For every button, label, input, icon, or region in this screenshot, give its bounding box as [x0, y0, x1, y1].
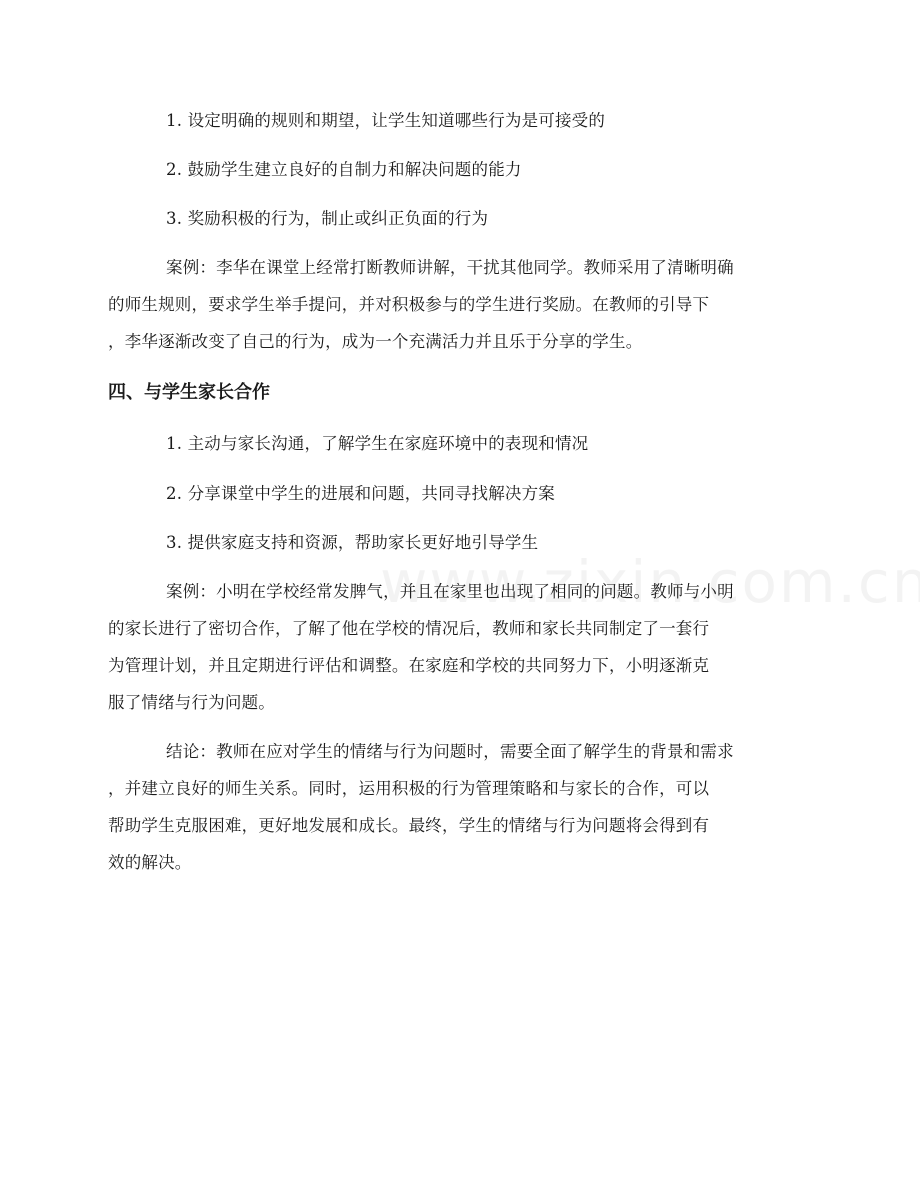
list-item: 2. 鼓励学生建立良好的自制力和解决问题的能力 [166, 160, 522, 179]
list-item: 1. 设定明确的规则和期望，让学生知道哪些行为是可接受的 [166, 111, 606, 130]
section-heading: 四、与学生家长合作 [108, 382, 270, 403]
conclusion-line: 帮助学生克服困难，更好地发展和成长。最终，学生的情绪与行为问题将会得到有 [108, 816, 710, 835]
case-paragraph-line: 服了情绪与行为问题。 [108, 693, 275, 712]
list-item: 3. 奖励积极的行为，制止或纠正负面的行为 [166, 209, 489, 228]
list-item: 1. 主动与家长沟通，了解学生在家庭环境中的表现和情况 [166, 434, 589, 453]
conclusion-line: 效的解决。 [108, 853, 192, 872]
case-paragraph-line: 案例：李华在课堂上经常打断教师讲解，干扰其他同学。教师采用了清晰明确 [166, 258, 734, 277]
list-item: 3. 提供家庭支持和资源，帮助家长更好地引导学生 [166, 533, 539, 552]
case-paragraph-line: 的师生规则，要求学生举手提问，并对积极参与的学生进行奖励。在教师的引导下 [108, 295, 710, 314]
case-paragraph-line: 的家长进行了密切合作，了解了他在学校的情况后，教师和家长共同制定了一套行 [108, 619, 710, 638]
conclusion-line: 结论：教师在应对学生的情绪与行为问题时，需要全面了解学生的背景和需求 [166, 742, 734, 761]
case-paragraph-line: ，李华逐渐改变了自己的行为，成为一个充满活力并且乐于分享的学生。 [108, 332, 643, 351]
case-paragraph-line: 为管理计划，并且定期进行评估和调整。在家庭和学校的共同努力下，小明逐渐克 [108, 656, 710, 675]
list-item: 2. 分享课堂中学生的进展和问题，共同寻找解决方案 [166, 484, 555, 503]
conclusion-line: ，并建立良好的师生关系。同时，运用积极的行为管理策略和与家长的合作，可以 [108, 779, 710, 798]
case-paragraph-line: 案例：小明在学校经常发脾气，并且在家里也出现了相同的问题。教师与小明 [166, 582, 734, 601]
